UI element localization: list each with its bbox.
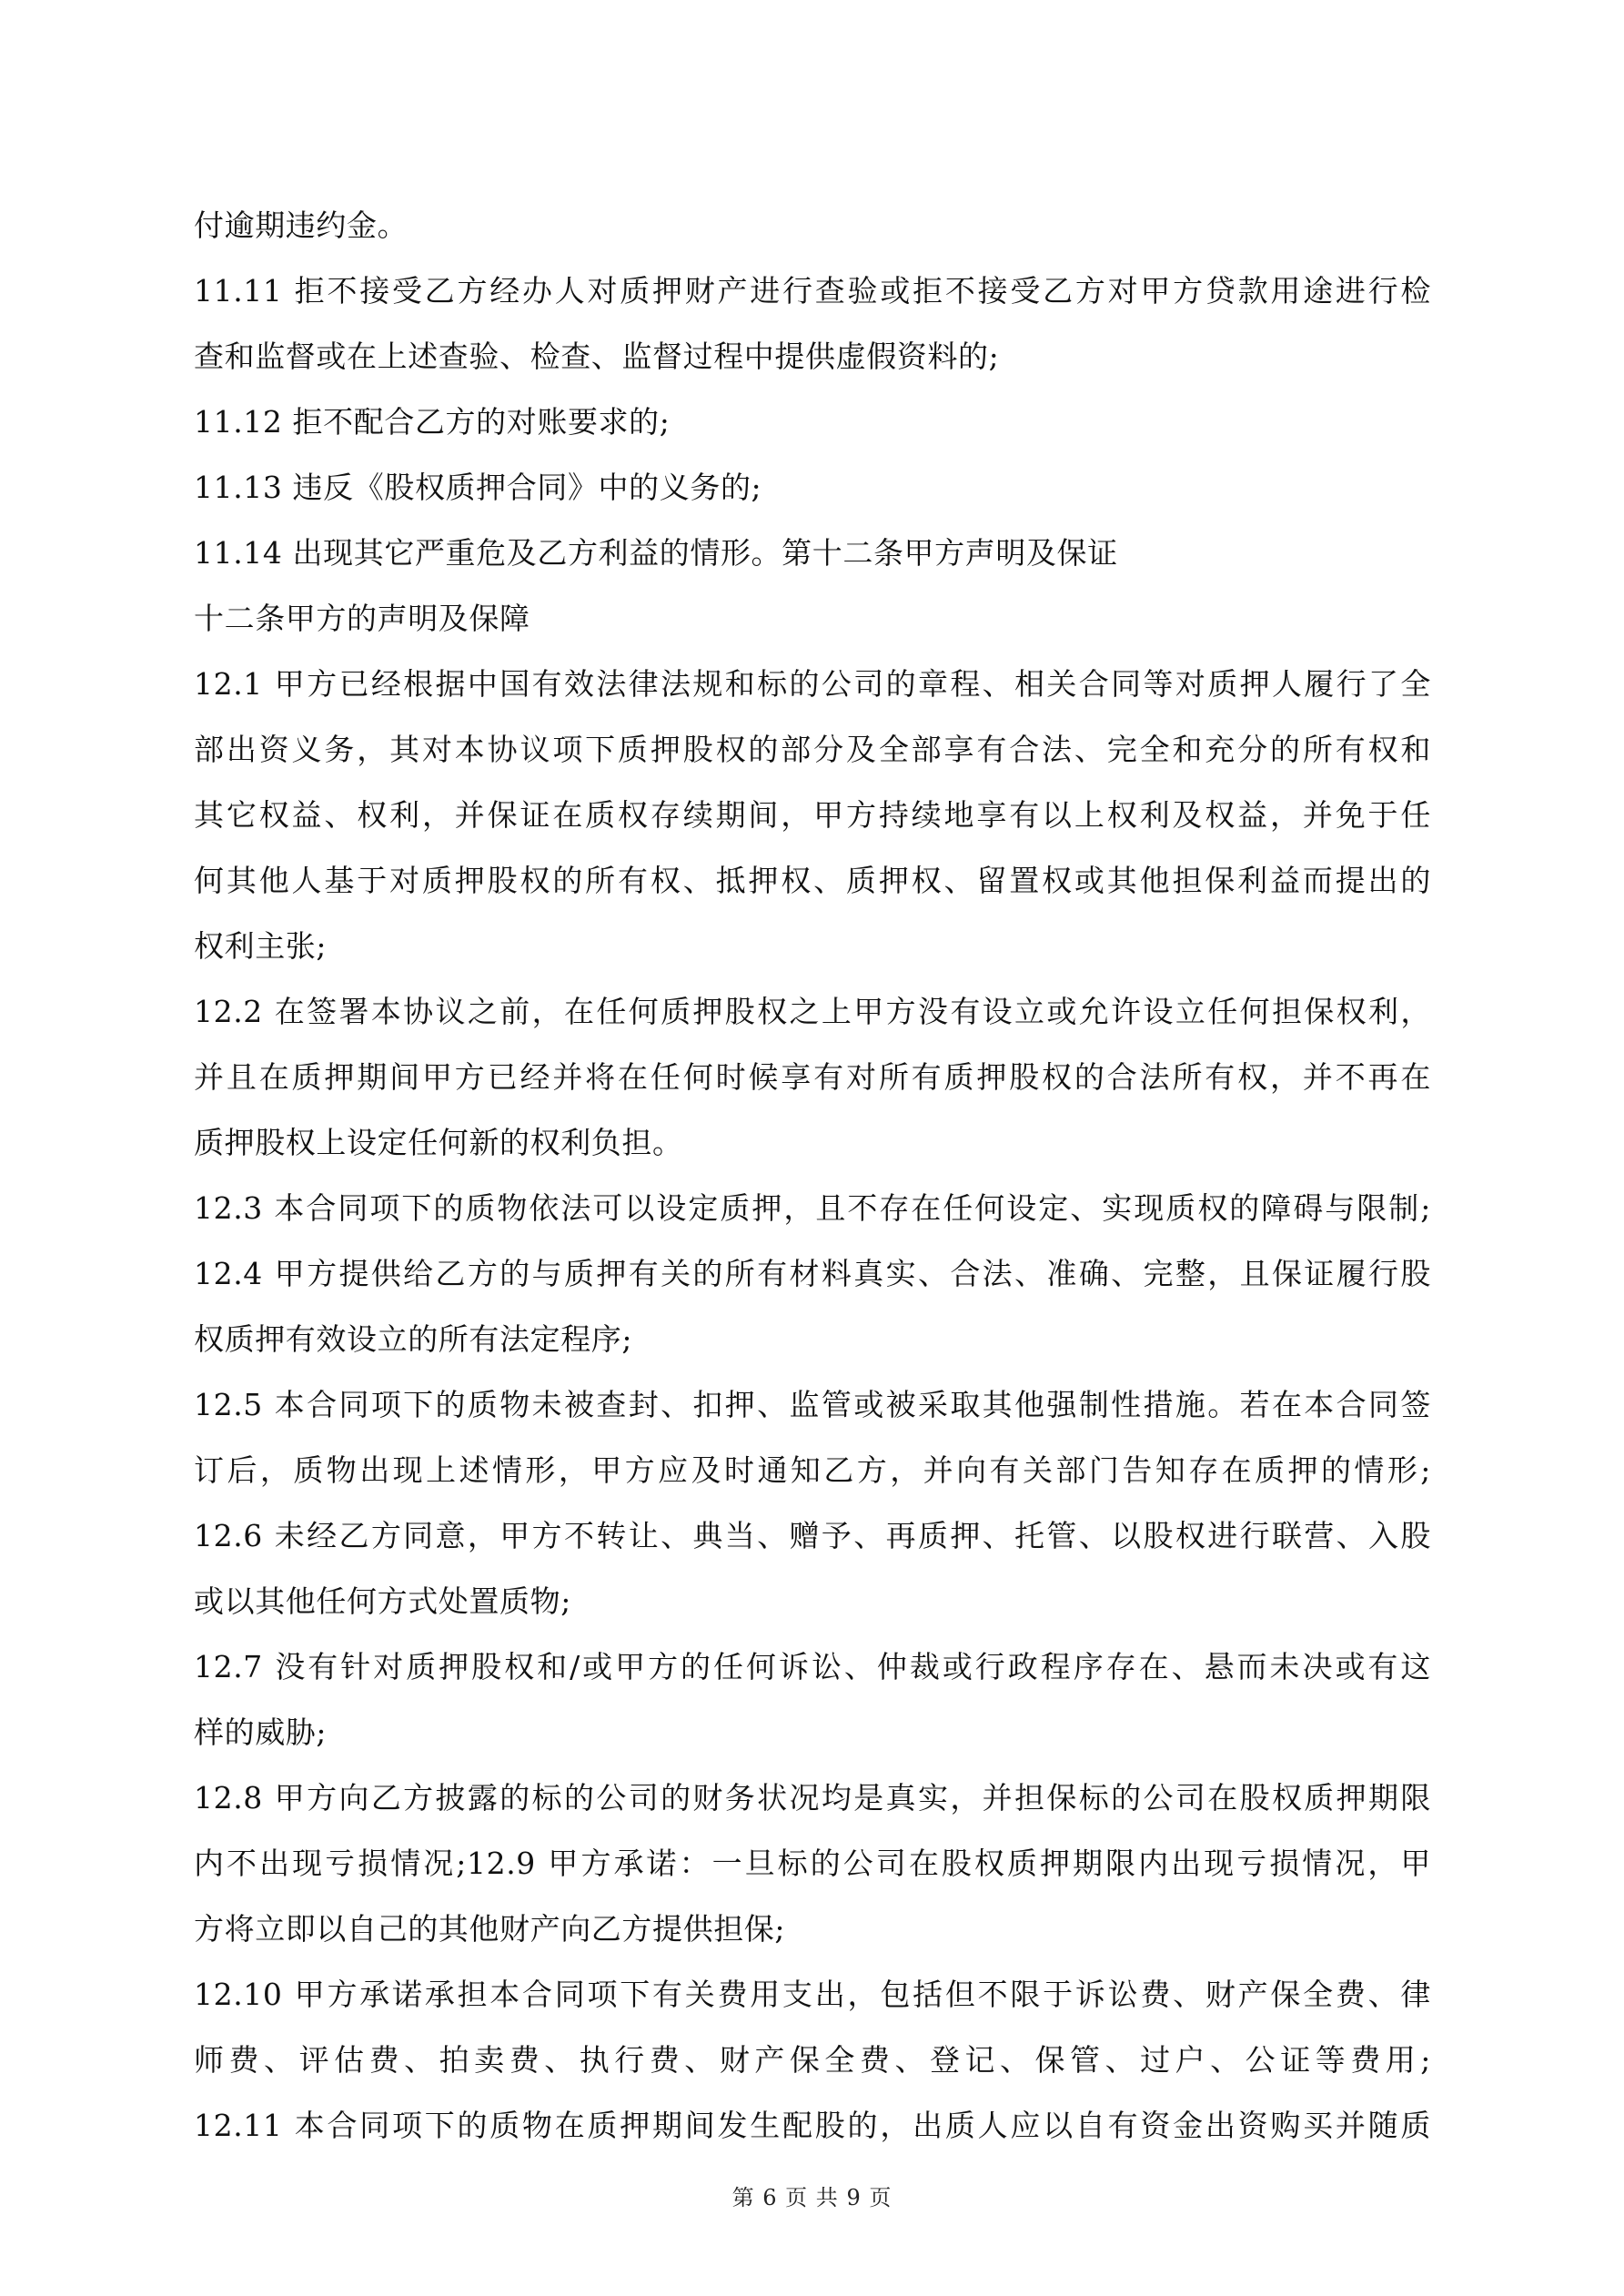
text-line: 12.7 没有针对质押股权和/或甲方的任何诉讼、仲裁或行政程序存在、悬而未决或有这 [194, 1649, 1431, 1684]
text-line: 12.4 甲方提供给乙方的与质押有关的所有材料真实、合法、准确、完整，且保证履行股 [194, 1256, 1431, 1291]
text-line: 订后，质物出现上述情形，甲方应及时通知乙方，并向有关部门告知存在质押的情形; [194, 1452, 1431, 1488]
text-line: 11.14 出现其它严重危及乙方利益的情形。第十二条甲方声明及保证 [194, 535, 1118, 571]
text-line: 方将立即以自己的其他财产向乙方提供担保; [194, 1911, 786, 1947]
page-footer: 第 6 页 共 9 页 [731, 2185, 893, 2210]
text-line: 12.11 本合同项下的质物在质押期间发生配股的，出质人应以自有资金出资购买并随质 [194, 2108, 1431, 2143]
text-line: 何其他人基于对质押股权的所有权、抵押权、质押权、留置权或其他担保利益而提出的 [194, 863, 1431, 898]
text-line: 12.3 本合同项下的质物依法可以设定质押，且不存在任何设定、实现质权的障碍与限制; [194, 1190, 1431, 1226]
text-line: 权利主张; [194, 928, 328, 964]
text-line: 付逾期违约金。 [194, 207, 409, 243]
text-line: 或以其他任何方式处置质物; [194, 1583, 571, 1619]
text-line: 质押股权上设定任何新的权利负担。 [194, 1125, 683, 1160]
text-line: 查和监督或在上述查验、检查、监督过程中提供虚假资料的; [194, 339, 1000, 374]
text-line: 11.12 拒不配合乙方的对账要求的; [194, 404, 671, 440]
text-line: 12.2 在签署本协议之前，在任何质押股权之上甲方没有设立或允许设立任何担保权利， [194, 994, 1431, 1029]
text-line: 12.6 未经乙方同意，甲方不转让、典当、赠予、再质押、托管、以股权进行联营、入股 [194, 1518, 1431, 1553]
text-line: 样的威胁; [194, 1714, 328, 1750]
text-line: 内不出现亏损情况;12.9 甲方承诺：一旦标的公司在股权质押期限内出现亏损情况，甲 [194, 1846, 1431, 1881]
text-line: 其它权益、权利，并保证在质权存续期间，甲方持续地享有以上权利及权益，并免于任 [194, 797, 1431, 833]
text-line: 12.1 甲方已经根据中国有效法律法规和标的公司的章程、相关合同等对质押人履行了全 [194, 666, 1431, 702]
text-line: 师费、评估费、拍卖费、执行费、财产保全费、登记、保管、过户、公证等费用; [194, 2042, 1431, 2078]
text-line: 11.13 违反《股权质押合同》中的义务的; [194, 470, 762, 505]
text-line: 十二条甲方的声明及保障 [194, 601, 530, 636]
text-line: 12.8 甲方向乙方披露的标的公司的财务状况均是真实，并担保标的公司在股权质押期限 [194, 1780, 1431, 1816]
text-line: 12.10 甲方承诺承担本合同项下有关费用支出，包括但不限于诉讼费、财产保全费、律 [194, 1977, 1431, 2012]
text-line: 11.11 拒不接受乙方经办人对质押财产进行查验或拒不接受乙方对甲方贷款用途进行检 [194, 273, 1431, 308]
document-body [194, 193, 1431, 2159]
text-line: 12.5 本合同项下的质物未被查封、扣押、监管或被采取其他强制性措施。若在本合同签 [194, 1387, 1431, 1422]
text-line: 并且在质押期间甲方已经并将在任何时候享有对所有质押股权的合法所有权，并不再在 [194, 1059, 1431, 1095]
text-line: 部出资义务，其对本协议项下质押股权的部分及全部享有合法、完全和充分的所有权和 [194, 732, 1431, 767]
text-line: 权质押有效设立的所有法定程序; [194, 1321, 633, 1357]
